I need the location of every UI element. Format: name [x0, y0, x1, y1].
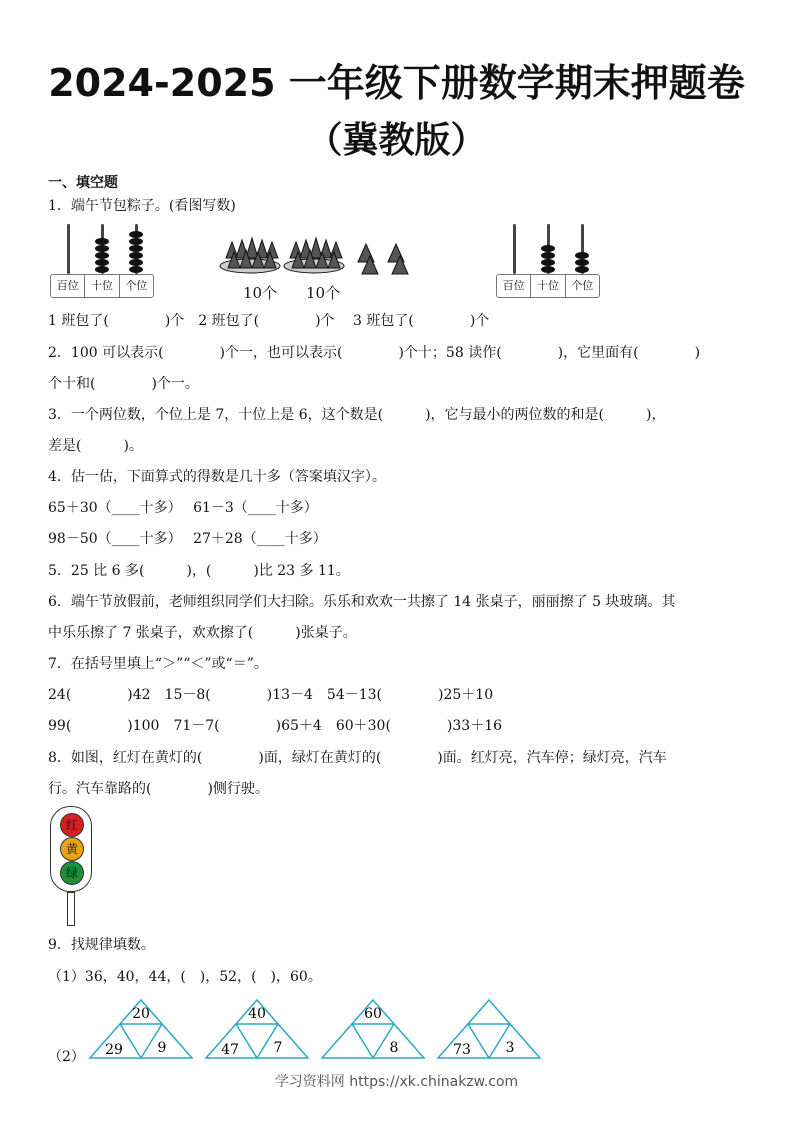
page-title: 2024-2025 一年级下册数学期末押题卷	[48, 61, 745, 105]
q4-stem: 4．估一估，下面算式的得数是几十多（答案填汉字）。	[48, 469, 386, 485]
q9-stem: 9．找规律填数。	[48, 937, 155, 953]
q3-line2: 差是( )。	[48, 438, 143, 454]
abacus-left	[50, 224, 154, 300]
triangle-top: 40	[248, 1006, 266, 1022]
red-light-icon: 红	[60, 813, 84, 837]
abacus-label: 百位	[497, 275, 531, 297]
number-triangle	[434, 998, 544, 1062]
section-heading: 一、填空题	[48, 175, 118, 191]
abacus-right	[496, 224, 600, 300]
triangle-right: 8	[389, 1040, 399, 1056]
triangle-right: 7	[273, 1040, 283, 1056]
q2-line2: 个十和( )个一。	[48, 376, 199, 392]
q4-row2: 98－50（____十多） 27＋28（____十多）	[48, 531, 327, 547]
q7-row2: 99( )100 71－7( )65＋4 60＋30( )33＋16	[48, 718, 503, 734]
triangle-top: 20	[132, 1006, 150, 1022]
abacus-label: 个位	[125, 279, 148, 292]
q5: 5．25 比 6 多( )，( )比 23 多 11。	[48, 563, 350, 579]
abacus-label: 十位	[531, 275, 565, 297]
q1-answer-line: 1 班包了( )个 2 班包了( )个 3 班包了( )个	[48, 313, 490, 329]
q1-stem: 1．端午节包粽子。(看图写数)	[48, 198, 236, 214]
traffic-light	[50, 806, 92, 926]
zongzi-label: 10个	[243, 284, 278, 302]
q7-row1: 24( )42 15－8( )13－4 54－13( )25＋10	[48, 687, 494, 703]
abacus-label: 个位	[571, 279, 594, 292]
q6-line1: 6．端午节放假前，老师组织同学们大扫除。乐乐和欢欢一共擦了 14 张桌子，丽丽擦了 5 块玻璃。其	[48, 594, 676, 610]
q4-row1: 65＋30（____十多） 61－3（____十多）	[48, 500, 318, 516]
q9-part2-label: （2）	[48, 1049, 85, 1065]
number-triangle	[202, 998, 312, 1062]
number-triangle	[318, 998, 428, 1062]
triangle-right: 9	[157, 1040, 167, 1056]
triangle-left: 29	[105, 1042, 123, 1058]
q8-line1: 8．如图，红灯在黄灯的( )面，绿灯在黄灯的( )面。红灯亮，汽车停；绿灯亮，汽车	[48, 750, 667, 766]
green-light-icon: 绿	[60, 861, 84, 885]
q2-line1: 2．100 可以表示( )个一，也可以表示( )个十；58 读作( )，它里面有( )	[48, 345, 701, 361]
yellow-light-icon: 黄	[60, 837, 84, 861]
zongzi-label: 10个	[306, 284, 341, 302]
number-triangle	[86, 998, 196, 1062]
triangle-left: 47	[221, 1042, 239, 1058]
triangle-right: 3	[505, 1040, 515, 1056]
triangle-left: 73	[453, 1042, 471, 1058]
q8-line2: 行。汽车靠路的( )侧行驶。	[48, 781, 269, 797]
q6-line2: 中乐乐擦了 7 张桌子，欢欢擦了( )张桌子。	[48, 625, 357, 641]
abacus-label: 百位	[51, 275, 85, 297]
q9-part1: （1）36，40，44，( )，52，( )，60。	[48, 969, 322, 985]
triangle-top: 60	[364, 1006, 382, 1022]
q7-stem: 7．在括号里填上“＞”“＜”或“＝”。	[48, 656, 268, 672]
zongzi-picture	[216, 228, 416, 280]
abacus-label: 十位	[85, 275, 119, 297]
footer-watermark: 学习资料网 https://xk.chinakzw.com	[274, 1074, 519, 1090]
q3-line1: 3．一个两位数，个位上是 7，十位上是 6，这个数是( )，它与最小的两位数的和是( )，	[48, 407, 666, 423]
page-subtitle: （冀教版）	[306, 120, 487, 161]
